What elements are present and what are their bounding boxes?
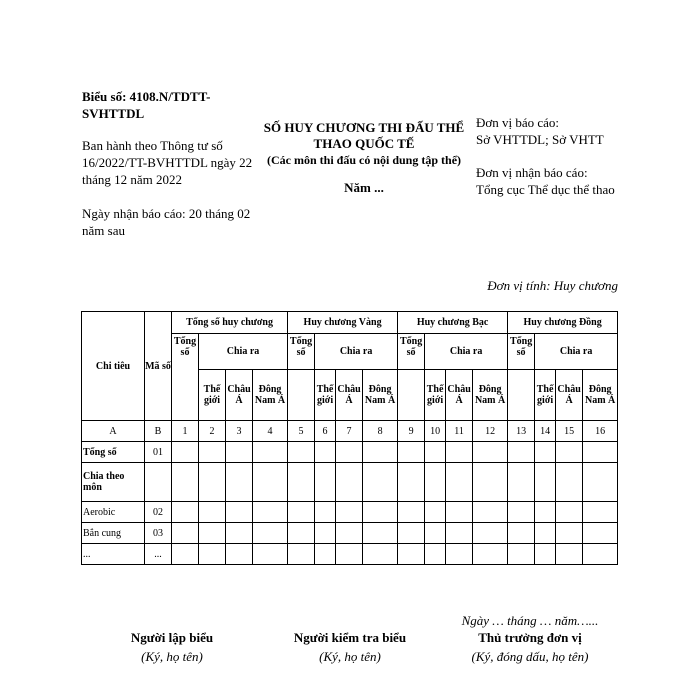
index-cell: 6 <box>315 421 336 442</box>
index-cell: 7 <box>336 421 363 442</box>
column-index-row <box>82 421 618 442</box>
sub-header-asia: Châu Á <box>336 370 363 421</box>
data-cell[interactable] <box>508 502 535 523</box>
row-code: ... <box>145 544 172 565</box>
data-cell[interactable] <box>446 442 473 463</box>
total-header: Tổng số <box>398 334 425 370</box>
data-cell[interactable] <box>288 502 315 523</box>
data-cell[interactable] <box>535 502 556 523</box>
data-cell[interactable] <box>363 523 398 544</box>
row-label: ... <box>82 544 145 565</box>
group-header-bronze: Huy chương Đồng <box>508 312 618 334</box>
data-cell[interactable] <box>336 544 363 565</box>
reporting-unit-block <box>476 114 626 148</box>
checker-note: (Ký, họ tên) <box>319 649 381 664</box>
report-year: Năm ... <box>344 180 384 195</box>
data-cell[interactable] <box>172 544 199 565</box>
data-cell[interactable] <box>226 502 253 523</box>
data-cell[interactable] <box>535 442 556 463</box>
data-cell[interactable] <box>172 523 199 544</box>
preparer-note: (Ký, họ tên) <box>141 649 203 664</box>
data-cell[interactable] <box>473 502 508 523</box>
sub-header-world: Thế giới <box>535 370 556 421</box>
data-cell[interactable] <box>226 463 253 502</box>
data-cell[interactable] <box>172 442 199 463</box>
row-label: Bắn cung <box>82 523 145 544</box>
signature-preparer <box>82 630 262 665</box>
sub-header-sea: Đông Nam Á <box>583 370 618 421</box>
data-cell[interactable] <box>508 544 535 565</box>
sub-header-asia: Châu Á <box>556 370 583 421</box>
table-row <box>82 463 618 502</box>
data-cell[interactable] <box>398 463 425 502</box>
index-cell: 2 <box>199 421 226 442</box>
receive-date-text: Ngày nhận báo cáo: 20 tháng 02 năm sau <box>82 206 251 238</box>
data-cell[interactable] <box>556 544 583 565</box>
table-row <box>82 502 618 523</box>
data-cell[interactable] <box>508 523 535 544</box>
receiving-unit-label: Đơn vị nhận báo cáo: <box>476 165 588 180</box>
data-cell[interactable] <box>199 523 226 544</box>
data-cell[interactable] <box>253 544 288 565</box>
data-cell[interactable] <box>556 502 583 523</box>
data-cell[interactable] <box>583 502 618 523</box>
sub-header-world: Thế giới <box>425 370 446 421</box>
data-cell[interactable] <box>535 523 556 544</box>
data-cell[interactable] <box>398 502 425 523</box>
data-cell[interactable] <box>446 463 473 502</box>
reporting-unit-label: Đơn vị báo cáo: <box>476 115 560 130</box>
data-cell[interactable] <box>288 523 315 544</box>
data-cell[interactable] <box>336 463 363 502</box>
breakdown-header: Chia ra <box>535 334 618 370</box>
data-cell[interactable] <box>336 523 363 544</box>
group-header-total: Tổng số huy chương <box>172 312 288 334</box>
table-row <box>82 523 618 544</box>
sub-header-asia: Châu Á <box>226 370 253 421</box>
report-subtitle: (Các môn thi đấu có nội dung tập thể) <box>266 153 462 167</box>
data-cell[interactable] <box>363 502 398 523</box>
group-header-silver: Huy chương Bạc <box>398 312 508 334</box>
data-cell[interactable] <box>226 523 253 544</box>
data-cell[interactable] <box>253 523 288 544</box>
header-row-groups <box>82 312 618 334</box>
index-cell: 11 <box>446 421 473 442</box>
report-title: SỐ HUY CHƯƠNG THI ĐẤU THỂ THAO QUỐC TẾ <box>263 120 465 151</box>
row-code <box>145 463 172 502</box>
sub-header-world: Thế giới <box>199 370 226 421</box>
empty-cell <box>398 370 425 421</box>
index-cell: 1 <box>172 421 199 442</box>
index-cell: 15 <box>556 421 583 442</box>
data-cell[interactable] <box>199 502 226 523</box>
table-row <box>82 442 618 463</box>
unit-of-measure: Đơn vị tính: Huy chương <box>487 278 618 293</box>
index-cell: 14 <box>535 421 556 442</box>
data-cell[interactable] <box>398 442 425 463</box>
index-cell: 10 <box>425 421 446 442</box>
data-cell[interactable] <box>363 442 398 463</box>
data-cell[interactable] <box>315 463 336 502</box>
data-cell[interactable] <box>253 502 288 523</box>
data-cell[interactable] <box>315 442 336 463</box>
data-cell[interactable] <box>446 502 473 523</box>
index-cell: 3 <box>226 421 253 442</box>
sub-header-sea: Đông Nam Á <box>253 370 288 421</box>
form-code: Biểu số: 4108.N/TDTT-SVHTTDL <box>82 89 211 121</box>
data-cell[interactable] <box>535 463 556 502</box>
data-cell[interactable] <box>253 463 288 502</box>
preparer-title: Người lập biểu <box>130 630 214 645</box>
data-cell[interactable] <box>556 523 583 544</box>
index-cell: 12 <box>473 421 508 442</box>
table-row <box>82 544 618 565</box>
index-cell: 4 <box>253 421 288 442</box>
data-cell[interactable] <box>336 442 363 463</box>
index-cell: 9 <box>398 421 425 442</box>
data-cell[interactable] <box>288 463 315 502</box>
data-cell[interactable] <box>398 544 425 565</box>
data-cell[interactable] <box>315 523 336 544</box>
data-cell[interactable] <box>446 523 473 544</box>
row-label: Aerobic <box>82 502 145 523</box>
data-cell[interactable] <box>508 442 535 463</box>
signature-date-line: Ngày … tháng … năm…... <box>461 613 599 628</box>
data-cell[interactable] <box>199 544 226 565</box>
col-header-code: Mã số <box>145 312 172 421</box>
data-cell[interactable] <box>583 442 618 463</box>
data-cell[interactable] <box>473 463 508 502</box>
total-header: Tổng số <box>172 334 199 421</box>
data-cell[interactable] <box>583 523 618 544</box>
breakdown-header: Chia ra <box>425 334 508 370</box>
issued-by-text: Ban hành theo Thông tư số 16/2022/TT-BVHTTDL ngày 22 tháng 12 năm 2022 <box>82 138 253 187</box>
row-code: 03 <box>145 523 172 544</box>
data-cell[interactable] <box>583 463 618 502</box>
data-cell[interactable] <box>425 544 446 565</box>
data-cell[interactable] <box>226 544 253 565</box>
data-cell[interactable] <box>199 442 226 463</box>
data-cell[interactable] <box>172 463 199 502</box>
data-cell[interactable] <box>535 544 556 565</box>
data-cell[interactable] <box>556 463 583 502</box>
data-cell[interactable] <box>199 463 226 502</box>
sub-header-sea: Đông Nam Á <box>473 370 508 421</box>
sub-header-asia: Châu Á <box>446 370 473 421</box>
head-note: (Ký, đóng dấu, họ tên) <box>471 649 589 664</box>
data-cell[interactable] <box>253 442 288 463</box>
data-cell[interactable] <box>583 544 618 565</box>
row-label: Tổng số <box>82 442 145 463</box>
data-cell[interactable] <box>425 523 446 544</box>
data-cell[interactable] <box>556 442 583 463</box>
sub-header-sea: Đông Nam Á <box>363 370 398 421</box>
head-title: Thủ trưởng đơn vị <box>478 630 582 645</box>
col-header-indicator: Chi tiêu <box>82 312 145 421</box>
breakdown-header: Chia ra <box>199 334 288 370</box>
sub-header-world: Thế giới <box>315 370 336 421</box>
index-cell: 8 <box>363 421 398 442</box>
row-label: Chia theo môn <box>82 463 145 502</box>
data-cell[interactable] <box>425 442 446 463</box>
data-cell[interactable] <box>473 523 508 544</box>
index-cell: A <box>82 421 145 442</box>
breakdown-header: Chia ra <box>315 334 398 370</box>
data-cell[interactable] <box>473 544 508 565</box>
data-cell[interactable] <box>315 502 336 523</box>
data-cell[interactable] <box>363 463 398 502</box>
signature-checker <box>260 630 440 665</box>
data-cell[interactable] <box>226 442 253 463</box>
total-header: Tổng số <box>508 334 535 370</box>
row-code: 01 <box>145 442 172 463</box>
index-cell: 5 <box>288 421 315 442</box>
index-cell: 13 <box>508 421 535 442</box>
empty-cell <box>288 370 315 421</box>
data-cell[interactable] <box>363 544 398 565</box>
medal-table <box>81 311 618 565</box>
data-cell[interactable] <box>315 544 336 565</box>
receiving-unit-block <box>476 164 626 198</box>
checker-title: Người kiểm tra biểu <box>293 630 407 645</box>
data-cell[interactable] <box>288 442 315 463</box>
data-cell[interactable] <box>508 463 535 502</box>
empty-cell <box>508 370 535 421</box>
data-cell[interactable] <box>425 502 446 523</box>
row-code: 02 <box>145 502 172 523</box>
data-cell[interactable] <box>446 544 473 565</box>
data-cell[interactable] <box>425 463 446 502</box>
data-cell[interactable] <box>172 502 199 523</box>
signature-head <box>440 630 620 665</box>
data-cell[interactable] <box>398 523 425 544</box>
data-cell[interactable] <box>336 502 363 523</box>
index-cell: 16 <box>583 421 618 442</box>
total-header: Tổng số <box>288 334 315 370</box>
report-title-block <box>250 120 478 196</box>
index-cell: B <box>145 421 172 442</box>
group-header-gold: Huy chương Vàng <box>288 312 398 334</box>
receiving-unit-value: Tổng cục Thể dục thể thao <box>476 182 615 197</box>
data-cell[interactable] <box>288 544 315 565</box>
reporting-unit-value: Sở VHTTDL; Sở VHTT <box>476 132 604 147</box>
data-cell[interactable] <box>473 442 508 463</box>
